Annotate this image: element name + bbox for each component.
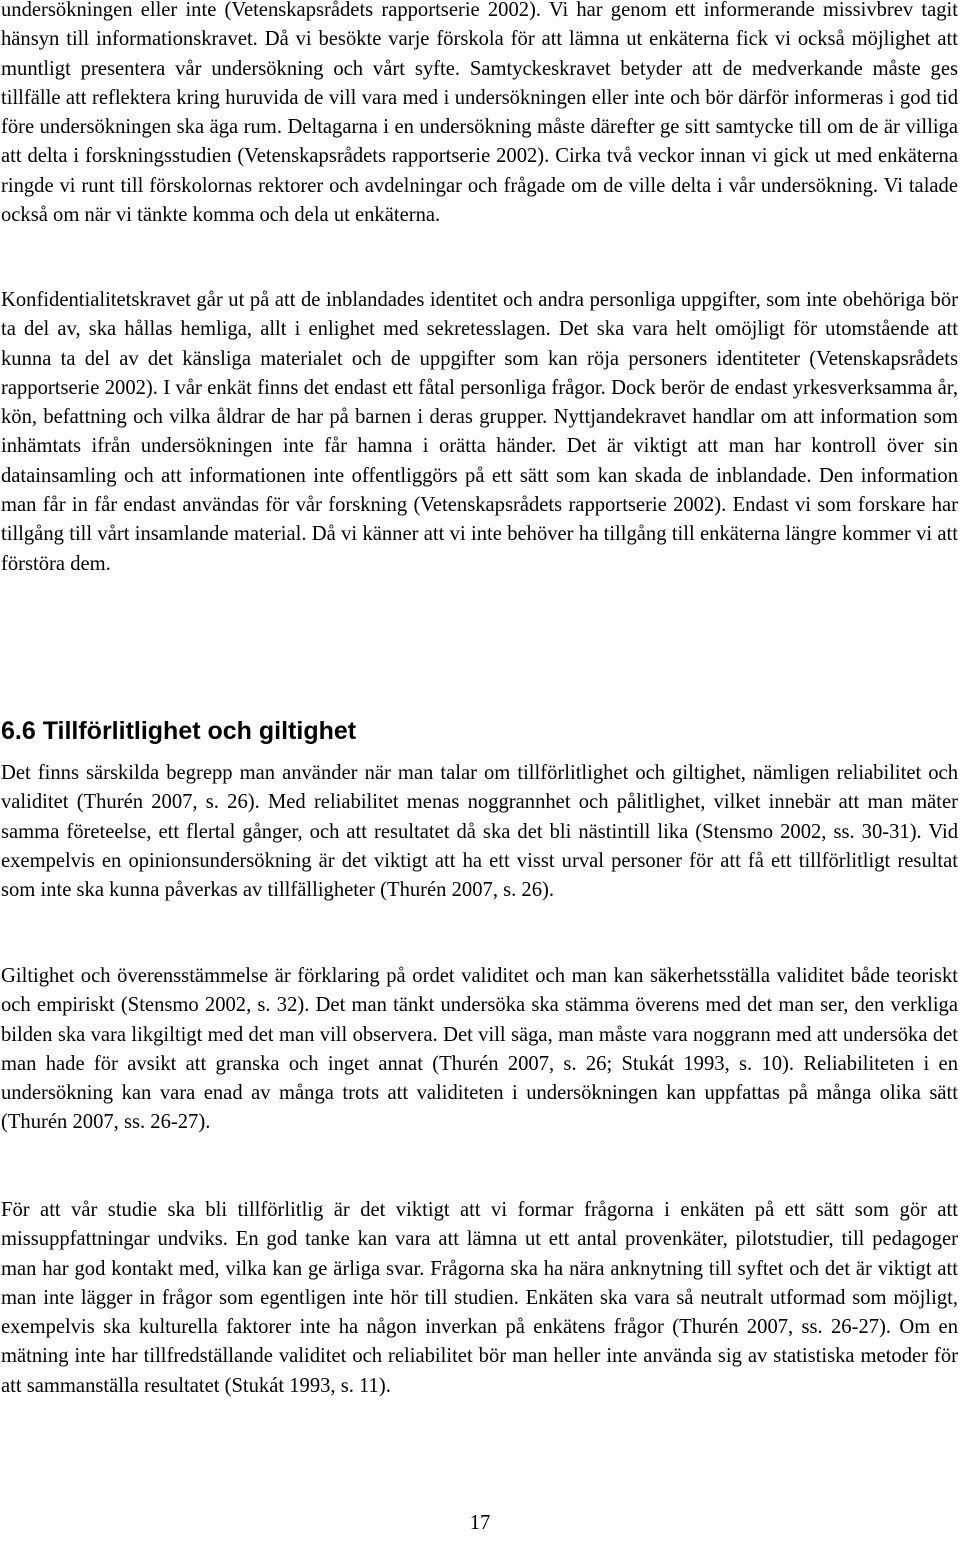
body-paragraph-study-reliability: För att vår studie ska bli tillförlitlig är det viktigt att vi formar frågorna i enkäten på ett sätt som gör att missuppfattningar undviks. En god tanke kan vara att lämna ut ett antal provenkäter, pilotstudier, till pedagoger man har god kontakt med, vilka kan ge ärliga svar. Frågorna ska ha nära anknytning till syftet och det är viktigt att man inte lägger in frågor som egentligen inte hör till studien. Enkäten ska vara så neutralt utformad som möjligt, exempelvis ska kulturella faktorer inte ha någon inverkan på enkätens frågor (Thurén 2007, ss. 26-27). Om en mätning inte har tillfredställande validitet och reliabilitet bör man heller inte använda sig av statistiska metoder för att sammanställa resultatet (Stukát 1993, s. 11). bbox=[1, 1199, 958, 1397]
section-heading: 6.6 Tillförlitlighet och giltighet bbox=[1, 717, 357, 745]
page-number: 17 bbox=[469, 1512, 491, 1534]
body-paragraph-validity: Giltighet och överensstämmelse är förklaring på ordet validitet och man kan säkerhetsställa validitet både teoriskt och empiriskt (Stensmo 2002, s. 32). Det man tänkt undersöka ska stämma överens med det man ser, den verkliga bilden ska vara likgiltigt med det man vill observera. Det vill säga, man måste vara noggrann med att undersöka det man hade för avsikt att granska och inget annat (Thurén 2007, s. 26; Stukát 1993, s. 10). Reliabiliteten i en undersökning kan vara enad av många trots att validiteten i undersökningen kan uppfattas på många olika sätt (Thurén 2007, ss. 26-27). bbox=[1, 965, 958, 1134]
body-paragraph-reliability: Det finns särskilda begrepp man använder när man talar om tillförlitlighet och giltighet, nämligen reliabilitet och validitet (Thurén 2007, s. 26). Med reliabilitet menas noggrannhet och pålitlighet, vilket innebär att man mäter samma företeelse, ett flertal gånger, och att resultatet då ska det bli nästintill lika (Stensmo 2002, ss. 30-31). Vid exempelvis en opinionsundersökning är det viktigt att ha ett visst urval personer för att få ett tillförlitligt resultat som inte ska kunna påverkas av tillfälligheter (Thurén 2007, s. 26). bbox=[1, 762, 958, 902]
body-paragraph-ethics-information: undersökningen eller inte (Vetenskapsrådets rapportserie 2002). Vi har genom ett informerande missivbrev tagit hänsyn till informationskravet. Då vi besökte varje förskola för att lämna ut enkäterna fick vi också möjlighet att muntligt presentera vår undersökning och vårt syfte. Samtyckeskravet betyder att de medverkande måste ges tillfälle att reflektera kring huruvida de vill vara med i undersökningen eller inte och bör därför informeras i god tid före undersökningen ska äga rum. Deltagarna i en undersökning måste därefter ge sitt samtycke till om de är villiga att delta i forskningsstudien (Vetenskapsrådets rapportserie 2002). Cirka två veckor innan vi gick ut med enkäterna ringde vi runt till förskolornas rektorer och avdelningar och frågade om de ville delta i vår undersökning. Vi talade också om när vi tänkte komma och dela ut enkäterna. bbox=[1, 0, 958, 227]
body-paragraph-confidentiality: Konfidentialitetskravet går ut på att de inblandades identitet och andra personliga uppgifter, som inte obehöriga bör ta del av, ska hållas hemliga, allt i enlighet med sekretesslagen. Det ska vara helt omöjligt för utomstående att kunna ta del av det känsliga materialet och de uppgifter som kan röja personers identiteter (Vetenskapsrådets rapportserie 2002). I vår enkät finns det endast ett fåtal personliga frågor. Dock berör de endast yrkesverksamma år, kön, befattning och vilka åldrar de har på barnen i deras grupper. Nyttjandekravet handlar om att information som inhämtats ifrån undersökningen inte får hamna i orätta händer. Det är viktigt att man har kontroll över sin datainsamling och att informationen inte offentliggörs på ett sätt som kan skada de inblandade. Den information man får in får endast användas för vår forskning (Vetenskapsrådets rapportserie 2002). Endast vi som forskare har tillgång till vårt insamlande material. Då vi känner att vi inte behöver ha tillgång till enkäterna längre kommer vi att förstöra dem. bbox=[1, 289, 958, 575]
